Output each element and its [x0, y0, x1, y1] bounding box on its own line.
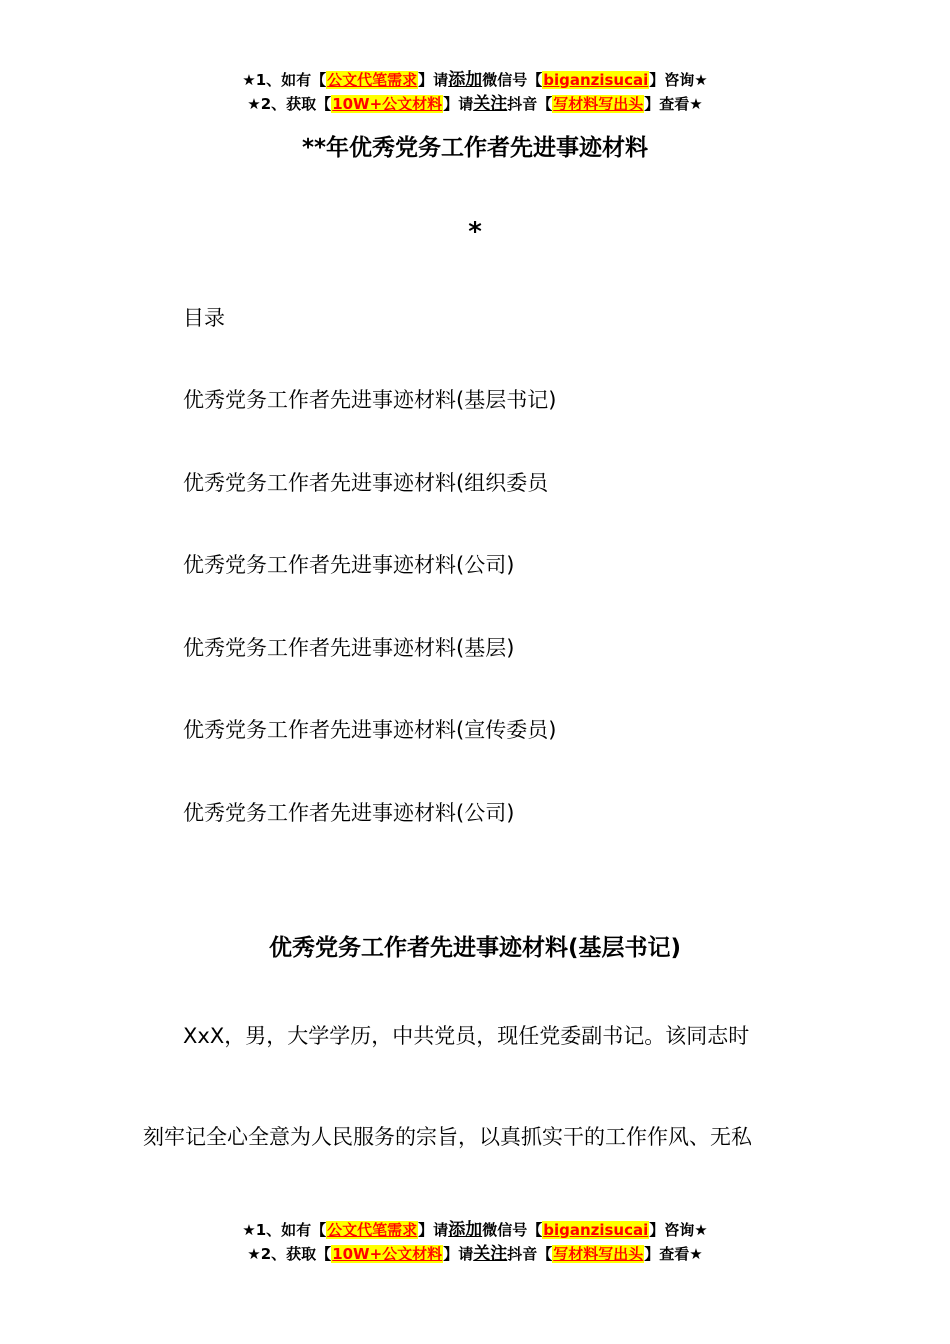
- toc-item: 优秀党务工作者先进事迹材料(宣传委员): [183, 718, 557, 742]
- promo-text: 】咨询★: [649, 1221, 708, 1239]
- promo-line-1: [0, 68, 950, 92]
- promo-text: 】咨询★: [649, 71, 708, 89]
- promo-text: 】查看★: [644, 95, 703, 113]
- document-title: **年优秀党务工作者先进事迹材料: [301, 135, 649, 161]
- promo-text: 】请: [418, 71, 449, 89]
- promo-text: 微信号【: [482, 71, 543, 89]
- section-title: 优秀党务工作者先进事迹材料(基层书记): [268, 935, 682, 961]
- toc-item: 优秀党务工作者先进事迹材料(组织委员: [183, 471, 549, 495]
- promo-line-2: [0, 92, 950, 116]
- title-star: *: [468, 217, 482, 247]
- promo-wechat-id: biganzisucai: [543, 71, 649, 89]
- promo-text: ★2、获取【: [247, 1245, 332, 1263]
- promo-text: 微信号【: [482, 1221, 543, 1239]
- promo-banner-top: [0, 68, 950, 116]
- promo-text: 抖音【: [507, 95, 553, 113]
- toc-item: 优秀党务工作者先进事迹材料(基层): [183, 636, 515, 660]
- promo-line-1: [0, 1218, 950, 1242]
- promo-underlined: 添加: [448, 70, 483, 90]
- promo-douyin-name: 写材料写出头: [553, 95, 644, 113]
- toc-item: 优秀党务工作者先进事迹材料(公司): [183, 801, 515, 825]
- body-paragraph-line: 刻牢记全心全意为人民服务的宗旨，以真抓实干的工作作风、无私: [143, 1125, 752, 1149]
- toc-item: 优秀党务工作者先进事迹材料(基层书记): [183, 388, 557, 412]
- promo-wechat-id: biganzisucai: [543, 1221, 649, 1239]
- toc-item: 优秀党务工作者先进事迹材料(公司): [183, 553, 515, 577]
- promo-highlight: 10W+公文材料: [332, 95, 443, 113]
- promo-line-2: [0, 1242, 950, 1266]
- promo-text: 抖音【: [507, 1245, 553, 1263]
- toc-heading: 目录: [183, 306, 225, 330]
- promo-highlight: 10W+公文材料: [332, 1245, 443, 1263]
- promo-underlined: 添加: [448, 1220, 483, 1240]
- promo-highlight: 公文代笔需求: [327, 71, 418, 89]
- promo-underlined: 关注: [473, 94, 508, 114]
- promo-highlight: 公文代笔需求: [327, 1221, 418, 1239]
- promo-text: 】请: [443, 95, 474, 113]
- promo-douyin-name: 写材料写出头: [553, 1245, 644, 1263]
- promo-text: ★2、获取【: [247, 95, 332, 113]
- promo-text: ★1、如有【: [242, 71, 327, 89]
- body-paragraph-line: XxX，男，大学学历，中共党员，现任党委副书记。该同志时: [183, 1024, 750, 1048]
- promo-text: 】请: [443, 1245, 474, 1263]
- promo-text: ★1、如有【: [242, 1221, 327, 1239]
- promo-underlined: 关注: [473, 1244, 508, 1264]
- promo-banner-bottom: [0, 1218, 950, 1266]
- promo-text: 】查看★: [644, 1245, 703, 1263]
- promo-text: 】请: [418, 1221, 449, 1239]
